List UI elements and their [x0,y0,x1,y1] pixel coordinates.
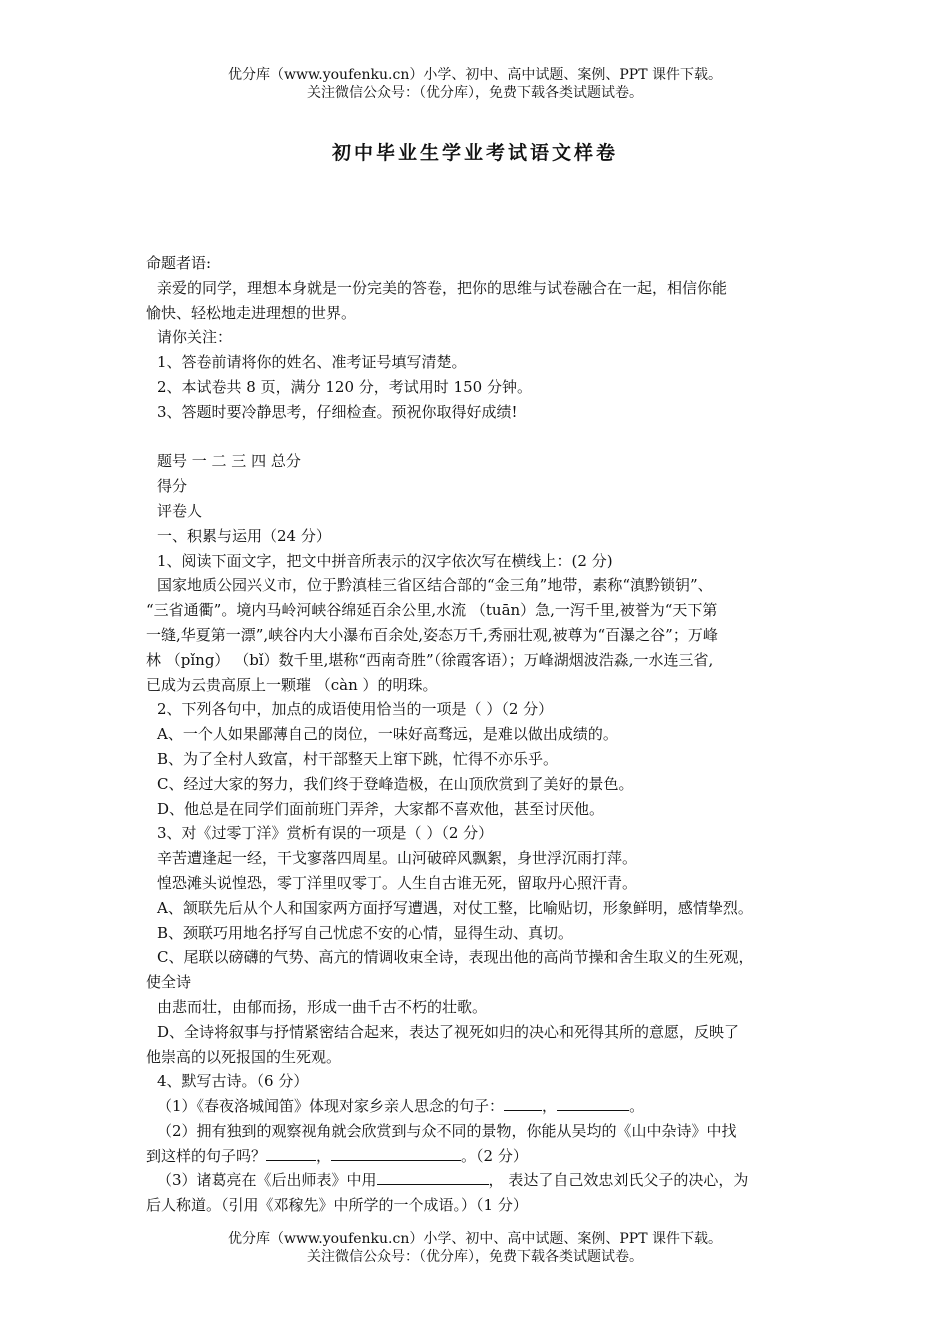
q1-passage-line: “三省通衢”。境内马岭河峡谷绵延百余公里,水流 （tuān）急,一泻千里,被誉为“天下第 [146,601,718,620]
q3-option-b: B、颈联巧用地名抒写自己忧虑不安的心情，显得生动、真切。 [157,923,574,942]
q2-option-b: B、为了全村人致富，村干部整天上窜下跳，忙得不亦乐乎。 [157,749,559,768]
note-1: 1、答卷前请将你的姓名、准考证号填写清楚。 [157,353,467,372]
q4-sub-2-text: 到这样的句子吗？ [146,1146,267,1165]
q4-sub-3-cont: 后人称道。（引用《邓稼先》中所学的一个成语。）（1 分） [146,1196,528,1215]
q1-stem: 1、阅读下面文字，把文中拼音所表示的汉字依次写在横线上：(2 分) [157,551,613,570]
q2-option-a: A、一个人如果鄙薄自己的岗位，一味好高骛远，是难以做出成绩的。 [157,725,618,744]
q4-sub-1-text: （1）《春夜洛城闻笛》体现对家乡亲人思念的句子： [157,1097,505,1116]
q3-option-d-cont: 他崇高的以死报国的生死观。 [146,1047,342,1066]
note-2: 2、本试卷共 8 页，满分 120 分，考试用时 150 分钟。 [157,377,532,396]
footer-line-2: 关注微信公众号：（优分库），免费下载各类试题试卷。 [307,1249,643,1265]
intro-label: 命题者语: [146,254,212,272]
q4-sub-2-sep: ， [316,1146,332,1165]
note-3: 3、答题时要冷静思考，仔细检查。预祝你取得好成绩! [157,402,518,421]
q4-sub-3-text-cont: ， 表达了自己效忠刘氏父子的决心，为 [488,1171,749,1190]
q3-poem-line: 辛苦遭逢起一经，干戈寥落四周星。山河破碎风飘絮，身世浮沉雨打萍。 [157,849,638,868]
q4-sub-2-cont [146,1144,810,1169]
spacer [146,425,810,450]
q4-sub-3-text: （3）诸葛亮在《后出师表》中用 [157,1171,377,1190]
q4-sub-1 [146,1094,810,1119]
answer-blank[interactable] [377,1169,489,1185]
header-line-2: 关注微信公众号：（优分库），免费下载各类试题试卷。 [307,85,643,101]
q3-option-d: D、全诗将叙事与抒情紧密结合起来，表达了视死如归的决心和死得其所的意愿，反映了 [157,1022,740,1041]
page-header [0,66,950,102]
q4-stem: 4、默写古诗。（6 分） [157,1072,309,1091]
q1-passage-line: 国家地质公园兴义市，位于黔滇桂三省区结合部的“金三角”地带，素称“滇黔锁钥”、 [157,576,713,595]
q3-stem: 3、对《过零丁洋》赏析有误的一项是（ ）（2 分） [157,824,494,843]
score-table-row-header: 题号 一 二 三 四 总分 [157,452,301,471]
q4-sub-1-sep: ， [542,1097,558,1116]
intro-paragraph: 亲爱的同学，理想本身就是一份完美的答卷，把你的思维与试卷融合在一起，相信你能 [157,278,728,297]
q2-stem: 2、下列各句中，加点的成语使用恰当的一项是（ ）（2 分） [157,700,554,719]
q3-option-c: C、尾联以磅礴的气势、高亢的情调收束全诗，表现出他的高尚节操和舍生取义的生死观， [157,948,754,967]
q1-passage-line: 已成为云贵高原上一颗璀 （càn ）的明珠。 [146,675,438,694]
intro-paragraph-cont: 愉快、轻松地走进理想的世界。 [146,303,357,322]
q3-option-a: A、颔联先后从个人和国家两方面抒写遭遇，对仗工整，比喻贴切，形象鲜明，感情挚烈。 [157,898,753,917]
q4-sub-3 [146,1168,810,1193]
document-title: 初中毕业生学业考试语文样卷 [331,142,618,164]
q1-passage-line: 林 （pǐng） （bǐ）数千里,堪称“西南奇胜”（徐霞客语）；万峰湖烟波浩淼,一水连三省, [146,650,714,669]
q3-poem-line: 惶恐滩头说惶恐，零丁洋里叹零丁。人生自古谁无死，留取丹心照汗青。 [157,873,638,892]
header-line-1: 优分库（www.youfenku.cn）小学、初中、高中试题、案例、PPT 课件下载。 [227,67,722,83]
q3-option-c-cont: 使全诗 [146,973,192,992]
answer-blank[interactable] [504,1095,542,1111]
footer-line-1: 优分库（www.youfenku.cn）小学、初中、高中试题、案例、PPT 课件下载。 [227,1231,722,1247]
q1-passage-line: 一缝,华夏第一漂”,峡谷内大小瀑布百余处,姿态万千,秀丽壮观,被尊为“百瀑之谷”；万峰 [146,625,718,644]
score-table-row-grader: 评卷人 [157,501,203,520]
q2-option-d: D、他总是在同学们面前班门弄斧，大家都不喜欢他，甚至讨厌他。 [157,799,605,818]
page-footer [0,1230,950,1266]
answer-blank[interactable] [557,1095,629,1111]
q4-sub-2-end: 。（2 分） [461,1146,528,1165]
attention-label: 请你关注： [157,328,233,347]
q4-sub-1-end: 。 [629,1097,645,1116]
q4-sub-2: （2）拥有独到的观察视角就会欣赏到与众不同的景物，你能从吴均的《山中杂诗》中找 [157,1121,737,1140]
document-body [146,251,810,1218]
answer-blank[interactable] [266,1145,316,1161]
answer-blank[interactable] [331,1145,461,1161]
score-table-row-score: 得分 [157,477,188,496]
q3-option-c-cont: 由悲而壮，由郁而扬，形成一曲千古不朽的壮歌。 [157,997,488,1016]
section-1-heading: 一、积累与运用（24 分） [157,526,331,545]
q2-option-c: C、经过大家的努力，我们终于登峰造极，在山顶欣赏到了美好的景色。 [157,774,634,793]
